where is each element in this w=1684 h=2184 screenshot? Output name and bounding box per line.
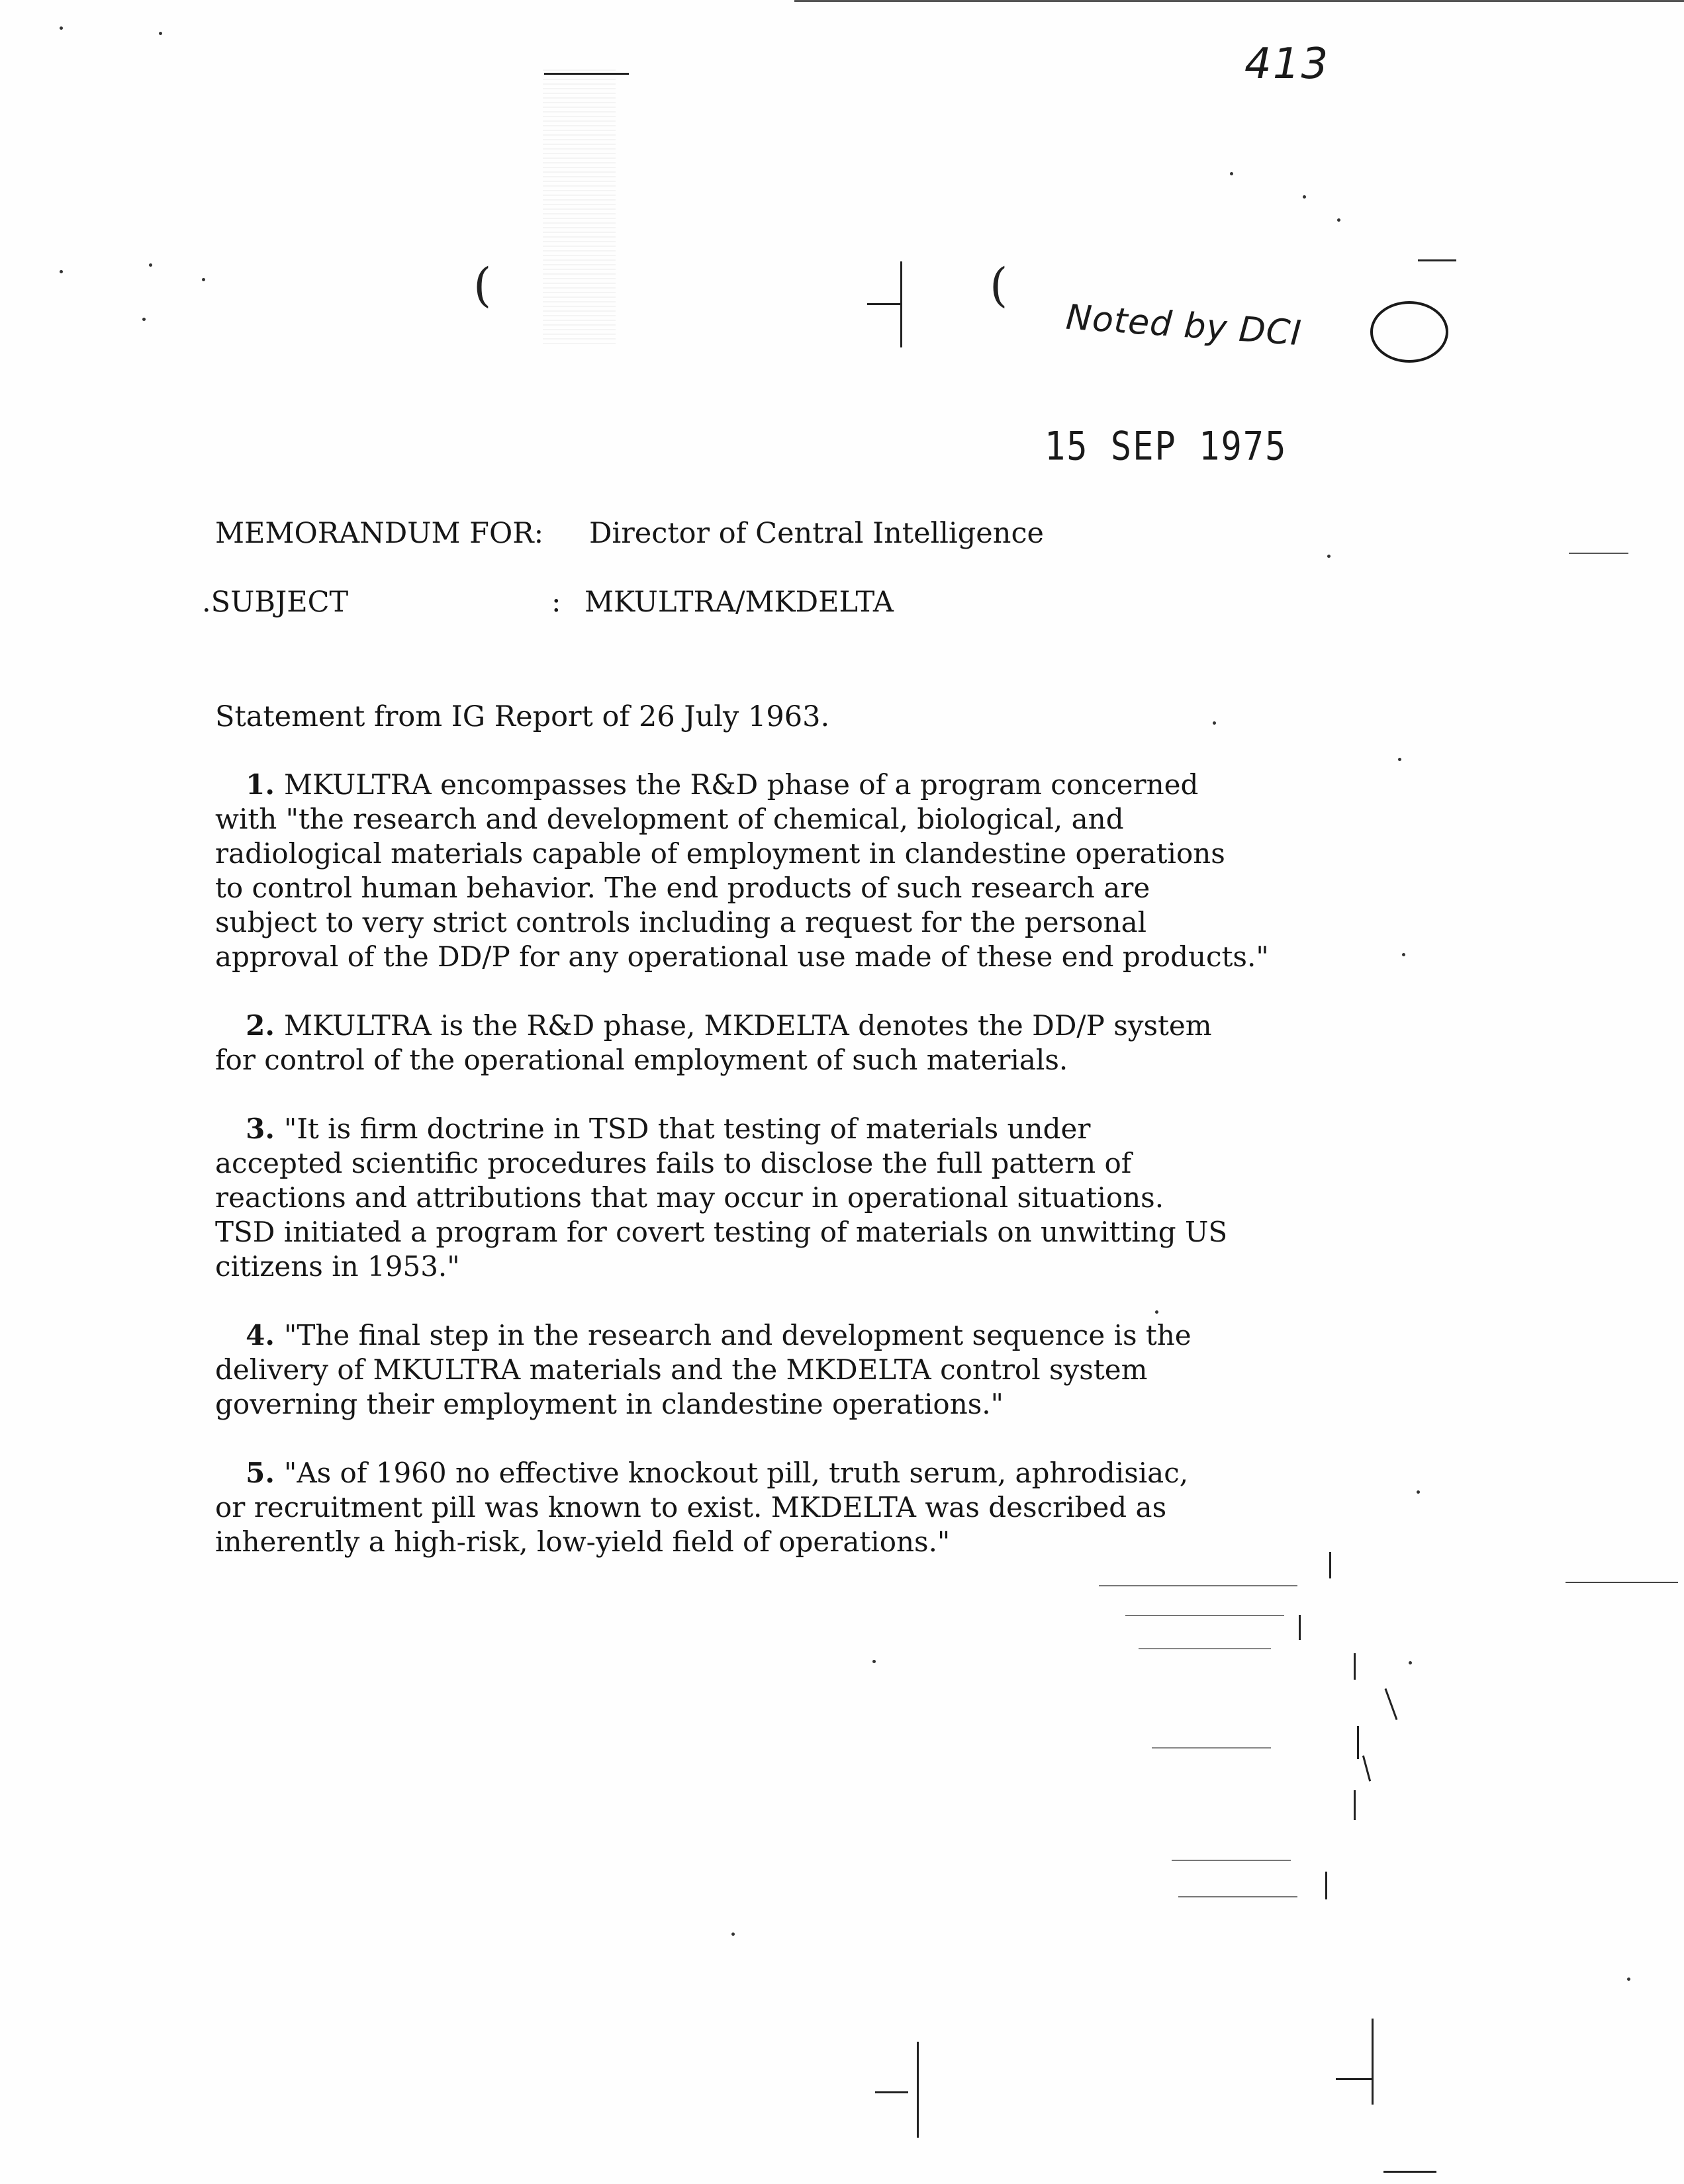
margin-mark	[1325, 1872, 1327, 1899]
paragraph-line: "As of 1960 no effective knockout pill, truth serum, aphrodisiac,	[284, 1457, 1189, 1489]
registration-mark	[867, 303, 902, 305]
margin-mark	[1362, 1755, 1371, 1781]
margin-mark	[1383, 2171, 1436, 2173]
paragraph-line: approval of the DD/P for any operational use made of these end products."	[215, 940, 1269, 973]
paragraph-line: inherently a high-risk, low-yield field of operations."	[215, 1525, 951, 1558]
subject-row	[202, 585, 1407, 623]
scan-mark	[1418, 259, 1456, 261]
paragraph-line: radiological materials capable of employment in clandestine operations	[215, 837, 1225, 870]
handwritten-note: Noted by DCI	[1064, 297, 1303, 354]
scan-speck	[149, 263, 152, 267]
paragraph-2	[215, 1009, 1400, 1077]
subject-value: MKULTRA/MKDELTA	[585, 586, 894, 619]
scan-speck	[872, 1660, 876, 1663]
paragraph-line: "It is firm doctrine in TSD that testing of materials under	[284, 1113, 1091, 1145]
scan-speck	[1337, 218, 1340, 222]
scan-speck	[1398, 758, 1401, 761]
memo-header	[202, 516, 1407, 623]
memo-for-value: Director of Central Intelligence	[589, 517, 1044, 550]
scan-speck	[1627, 1978, 1630, 1981]
paragraph-4	[215, 1318, 1400, 1422]
paragraph-line: to control human behavior. The end products of such research are	[215, 872, 1150, 904]
registration-mark	[875, 2091, 908, 2093]
date-stamp: 15 SEP 1975	[1045, 424, 1287, 470]
scan-speck	[1230, 172, 1233, 175]
scan-paren-mark: (	[990, 258, 1008, 312]
margin-mark	[1299, 1615, 1301, 1640]
paragraph-line: with "the research and development of chemical, biological, and	[215, 803, 1124, 835]
paragraph-line: or recruitment pill was known to exist. MKDELTA was described as	[215, 1491, 1167, 1524]
scan-speck	[60, 270, 63, 273]
scan-speck	[1303, 195, 1306, 199]
paragraph-number: 5.	[246, 1457, 275, 1489]
margin-mark	[1569, 553, 1628, 554]
paragraph-3	[215, 1112, 1400, 1284]
scan-speck	[202, 278, 205, 281]
registration-mark	[917, 2042, 919, 2138]
scan-speck	[731, 1933, 735, 1936]
scan-speck	[159, 32, 162, 35]
paragraph-1	[215, 768, 1400, 974]
scan-speck	[142, 318, 146, 321]
paragraph-line: delivery of MKULTRA materials and the MKDELTA control system	[215, 1353, 1148, 1386]
paragraph-number: 3.	[246, 1113, 275, 1145]
intro-statement: Statement from IG Report of 26 July 1963.	[215, 700, 830, 733]
paragraph-line: subject to very strict controls including a request for the personal	[215, 906, 1147, 938]
margin-mark	[1566, 1582, 1678, 1583]
paragraph-line: accepted scientific procedures fails to disclose the full pattern of	[215, 1147, 1132, 1179]
scan-paren-mark: (	[473, 258, 492, 312]
paragraph-line: MKULTRA encompasses the R&D phase of a program concerned	[284, 768, 1199, 801]
memo-for-label: MEMORANDUM FOR:	[215, 517, 544, 550]
scan-speck	[1409, 1661, 1412, 1664]
scan-speck	[60, 26, 63, 30]
paragraph-line: reactions and attributions that may occur in operational situations.	[215, 1181, 1164, 1214]
margin-mark	[1357, 1726, 1359, 1759]
registration-mark	[1372, 2019, 1374, 2105]
handwritten-circle-mark	[1370, 301, 1448, 363]
registration-mark	[1336, 2078, 1372, 2080]
paragraph-5	[215, 1456, 1400, 1559]
margin-mark	[1172, 1860, 1291, 1861]
scan-speckle	[543, 66, 616, 344]
scan-mark	[544, 73, 629, 75]
paragraph-number: 4.	[246, 1319, 275, 1351]
margin-mark	[1178, 1896, 1297, 1897]
margin-mark	[1125, 1615, 1284, 1616]
scan-edge-line	[794, 0, 1684, 2]
scan-speck	[1402, 953, 1405, 956]
paragraph-line: TSD initiated a program for covert testing of materials on unwitting US	[215, 1216, 1228, 1248]
memo-body	[215, 768, 1400, 1594]
memo-for-row	[215, 516, 1407, 555]
paragraph-line: for control of the operational employment of such materials.	[215, 1044, 1068, 1076]
paragraph-number: 2.	[246, 1009, 275, 1042]
registration-mark	[900, 261, 902, 347]
margin-mark	[1354, 1790, 1356, 1820]
margin-mark	[1139, 1648, 1271, 1649]
margin-mark	[1152, 1747, 1271, 1749]
paragraph-line: citizens in 1953."	[215, 1250, 460, 1283]
margin-mark	[1354, 1653, 1356, 1680]
subject-label: .SUBJECT	[202, 586, 349, 619]
page-number: 413	[1244, 40, 1330, 89]
subject-colon: :	[551, 586, 561, 619]
scan-speck	[1417, 1490, 1420, 1494]
paragraph-number: 1.	[246, 768, 275, 801]
paragraph-line: "The final step in the research and development sequence is the	[284, 1319, 1192, 1351]
paragraph-line: governing their employment in clandestine operations."	[215, 1388, 1004, 1420]
margin-mark	[1385, 1688, 1398, 1720]
paragraph-line: MKULTRA is the R&D phase, MKDELTA denotes the DD/P system	[284, 1009, 1212, 1042]
